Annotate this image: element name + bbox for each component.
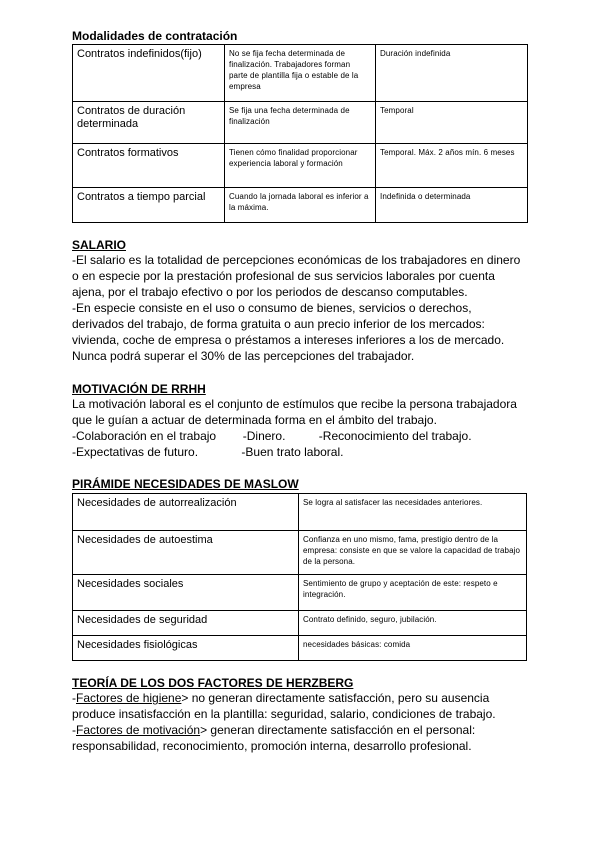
contract-duration-cell: Duración indefinida — [376, 45, 528, 102]
salary-line: Nunca podrá superar el 30% de las percepciones del trabajador. — [72, 349, 415, 363]
salary-line: -El salario es la totalidad de percepciones económicas de los trabajadores en dinero — [72, 253, 521, 267]
need-description-cell: Contrato definido, seguro, jubilación. — [299, 611, 527, 636]
table-row — [73, 636, 527, 661]
need-cell: Necesidades sociales — [73, 575, 299, 611]
herzberg-title: TEORÍA DE LOS DOS FACTORES DE HERZBERG — [72, 676, 354, 690]
contract-type-cell: Contratos formativos — [73, 144, 225, 188]
contract-duration-cell: Temporal — [376, 102, 528, 144]
salary-line: -En especie consiste en el uso o consumo de bienes, servicios o derechos, — [72, 301, 472, 315]
salary-paragraph — [72, 252, 520, 364]
hygiene-factors-label: Factores de higiene — [76, 691, 182, 705]
hygiene-text: > no generan directamente satisfacción, pero su ausencia — [181, 691, 490, 705]
hygiene-line — [72, 690, 496, 706]
contract-duration-cell: Temporal. Máx. 2 años mín. 6 meses — [376, 144, 528, 188]
hygiene-prefix: - — [72, 691, 76, 705]
herzberg-paragraph — [72, 690, 496, 754]
table-row — [73, 188, 528, 223]
need-description-cell: Se logra al satisfacer las necesidades anteriores. — [299, 494, 527, 531]
table-row — [73, 575, 527, 611]
motivation-factors-line — [72, 722, 496, 738]
motivation-line: que le guían a actuar de determinada forma en el ámbito del trabajo. — [72, 413, 437, 427]
salary-title: SALARIO — [72, 238, 126, 252]
motivation-factors-text: > generan directamente satisfacción en el personal: — [200, 723, 476, 737]
contract-description-cell: Cuando la jornada laboral es inferior a la máxima. — [225, 188, 376, 223]
contract-description-cell: Tienen cómo finalidad proporcionar experiencia laboral y formación — [225, 144, 376, 188]
need-cell: Necesidades de seguridad — [73, 611, 299, 636]
motivation-line: -Expectativas de futuro. -Buen trato laboral. — [72, 445, 344, 459]
motivation-line: -Colaboración en el trabajo -Dinero. -Reconocimiento del trabajo. — [72, 429, 472, 443]
salary-line: ajena, por el trabajo efectivo o por los periodos de descanso computables. — [72, 285, 468, 299]
motivation-factors-label: Factores de motivación — [76, 723, 201, 737]
need-cell: Necesidades de autoestima — [73, 531, 299, 575]
contract-duration-cell: Indefinida o determinada — [376, 188, 528, 223]
contract-description-cell: No se fija fecha determinada de finalización. Trabajadores forman parte de plantilla fija o estable de la empresa — [225, 45, 376, 102]
motivation-line: La motivación laboral es el conjunto de estímulos que recibe la persona trabajadora — [72, 397, 517, 411]
contracts-table — [72, 44, 528, 223]
need-cell: Necesidades de autorrealización — [73, 494, 299, 531]
contract-description-cell: Se fija una fecha determinada de finalización — [225, 102, 376, 144]
need-description-cell: Confianza en uno mismo, fama, prestigio dentro de la empresa: consiste en que se valore la capacidad de trabajo de la persona. — [299, 531, 527, 575]
contracts-title: Modalidades de contratación — [72, 29, 238, 43]
table-row — [73, 494, 527, 531]
need-description-cell: necesidades básicas: comida — [299, 636, 527, 661]
contract-type-cell: Contratos a tiempo parcial — [73, 188, 225, 223]
need-cell: Necesidades fisiológicas — [73, 636, 299, 661]
salary-line: vivienda, coche de empresa o préstamos a intereses inferiores a los de mercado. — [72, 333, 505, 347]
hygiene-line-2: produce insatisfacción en la plantilla: seguridad, salario, condiciones de trabajo. — [72, 707, 496, 721]
table-row — [73, 144, 528, 188]
contract-type-cell: Contratos de duración determinada — [73, 102, 225, 144]
salary-line: o en especie por la prestación profesional de sus servicios laborales por cuenta — [72, 269, 495, 283]
contract-type-cell: Contratos indefinidos(fijo) — [73, 45, 225, 102]
maslow-table — [72, 493, 527, 661]
motivation-prefix: - — [72, 723, 76, 737]
motivation-factors-line-2: responsabilidad, reconocimiento, promoción interna, desarrollo profesional. — [72, 739, 472, 753]
motivation-paragraph — [72, 396, 517, 460]
salary-line: derivados del trabajo, de forma gratuita o aun precio inferior de los mercados: — [72, 317, 485, 331]
table-row — [73, 45, 528, 102]
need-description-cell: Sentimiento de grupo y aceptación de este: respeto e integración. — [299, 575, 527, 611]
table-row — [73, 102, 528, 144]
table-row — [73, 531, 527, 575]
maslow-title: PIRÁMIDE NECESIDADES DE MASLOW — [72, 477, 299, 491]
motivation-title: MOTIVACIÓN DE RRHH — [72, 382, 206, 396]
table-row — [73, 611, 527, 636]
